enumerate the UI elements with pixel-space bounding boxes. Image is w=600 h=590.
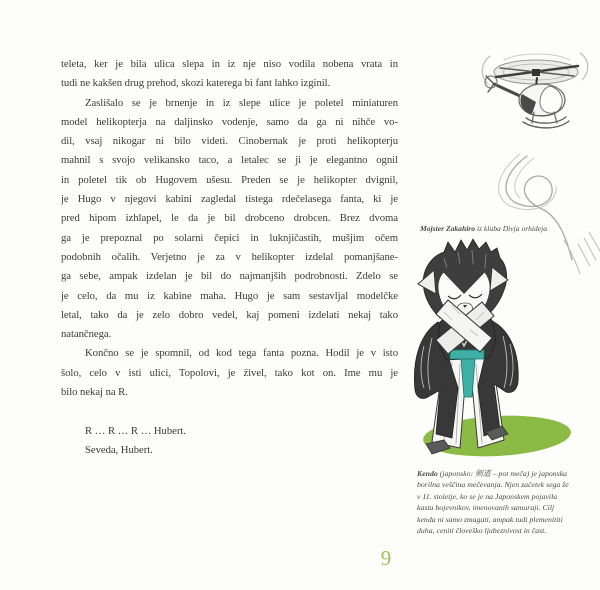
page-number: 9 [380,546,392,570]
body-line: Seveda, Hubert. [85,443,153,456]
body-line: letal, tako da je zelo dobro vedel, kaj pomeni izdelati nekaj tako [61,308,398,321]
body-line: šolo, celo v isti ulici, Topolovi, je živel, tako kot on. Ime mu je [61,366,398,379]
body-line: Zaslišalo se je brnenje in iz slepe ulice je poletel miniaturen [85,96,398,109]
paragraph-gap [61,402,398,421]
body-line: dil, vsaj nikogar ni bilo videti. Cinobernak je proti helikopterju [61,135,398,148]
body-line: je celo, da mu iz kabine maha. Hugo je sam sestavljal modelčke [61,289,398,302]
body-line: ga sebe, ampak izdelan je bil do najmanjših podrobnosti. Zdelo se [61,270,398,283]
body-line: tudi ne kakšen drug prehod, skozi katerega bi fant lahko izginil. [61,77,331,90]
kendo-character-illustration [400,40,600,470]
body-line: Končno se je spomnil, od kod tega fanta pozna. Hodil je v isto [85,347,398,360]
caption-kendo-term: Kendo [417,469,438,478]
body-line: je Hugo v njegovi kabini zagledal tistega rdečelasega fanta, ki je [61,193,398,206]
caption-master-rest: iz kluba Divja orhideja [475,224,548,233]
body-line: natančnega. [61,328,112,341]
caption-kendo [417,468,571,536]
caption-master-name: Mojster Zakahiro [420,224,476,233]
body-line: podobnih očalih. Verjetno je za v helikopter izdelal pomanjšane- [61,250,398,263]
body-line: in poletel tik ob Hugovem ušesu. Preden se je helikopter dvignil, [61,173,398,186]
body-line: ga je prepoznal po solarni čepici in luknjičastih, mušjim očem [61,231,398,244]
caption-kendo-text: (japonsko: 剣道 – pot meča) je japonska borilna veščina mečevanja. Njen začetek sega že v 11. stoletje, ko se je na Japonskem pojavila kasta bojevnikov, imenovanih samuraji. Cilj kenda ni samo zmagati, ampak tudi plemenititi duha, ceniti človeško ljubeznivost in čast. [417,469,569,536]
body-line: bilo nekaj na R. [61,386,128,399]
body-line: pred hipom izhlapel, le da je bil drobceno drobcen. Brez dvoma [61,212,398,225]
body-line: R … R … R … Hubert. [85,424,186,437]
body-text [61,55,398,460]
body-line: mahnil s svojo velikansko taco, a letalec se ji je elegantno ognil [61,154,398,167]
body-line: teleta, ker je bila ulica slepa in iz nje niso vodila nobena vrata in [61,58,398,70]
body-line: model helikopterja na daljinsko vodenje, samo da ga ni nihče vo- [61,115,398,128]
